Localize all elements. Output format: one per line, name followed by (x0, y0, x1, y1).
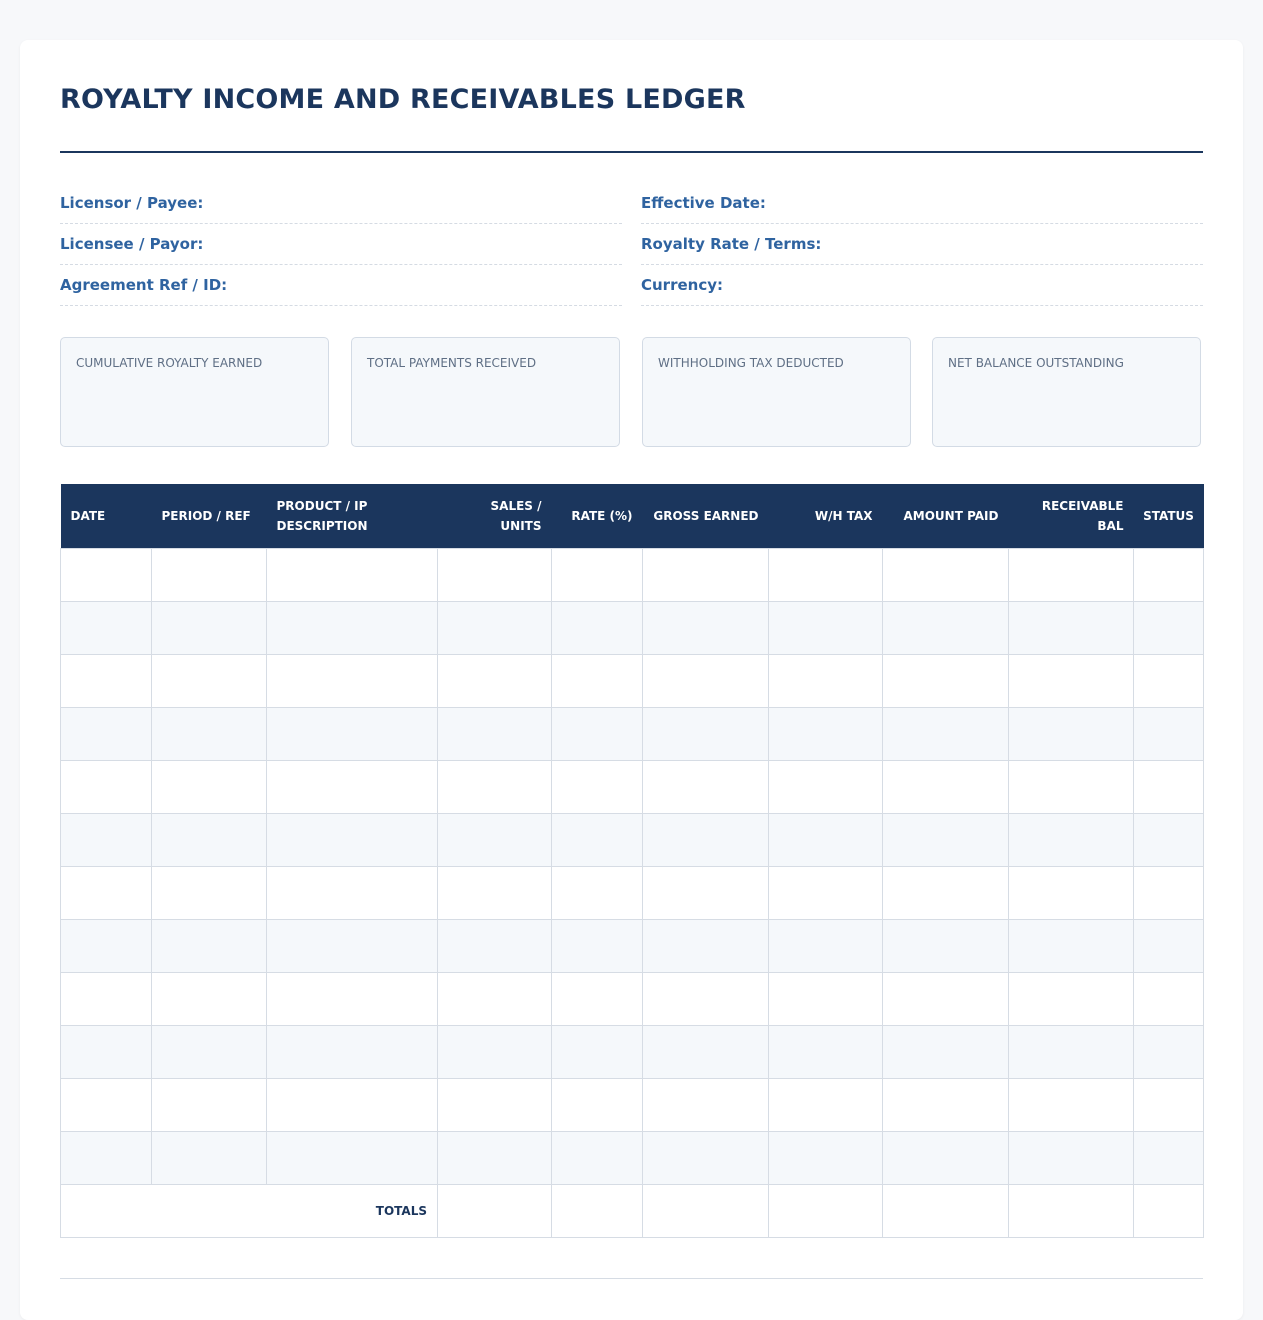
cell-date[interactable] (61, 972, 152, 1025)
cell-gross-earned[interactable] (643, 972, 769, 1025)
cell-wh-tax[interactable] (769, 972, 883, 1025)
table-row (61, 1025, 1204, 1078)
cell-status[interactable] (1134, 972, 1204, 1025)
licensor-label: Licensor / Payee: (60, 194, 204, 212)
cell-amount-paid[interactable] (883, 654, 1009, 707)
cell-product-description[interactable] (267, 1078, 438, 1131)
cell-status[interactable] (1134, 654, 1204, 707)
cell-amount-paid[interactable] (883, 1025, 1009, 1078)
cell-rate[interactable] (552, 760, 643, 813)
cell-receivable-bal[interactable] (1009, 813, 1134, 866)
total-sales-units[interactable] (438, 1184, 552, 1237)
cell-rate[interactable] (552, 972, 643, 1025)
agreement-ref-label: Agreement Ref / ID: (60, 276, 228, 294)
col-amount-paid: AMOUNT PAID (883, 484, 1009, 548)
cell-gross-earned[interactable] (643, 548, 769, 601)
cell-period-ref[interactable] (152, 707, 267, 760)
cell-wh-tax[interactable] (769, 1131, 883, 1184)
footer-divider (60, 1278, 1203, 1279)
cell-product-description[interactable] (267, 1025, 438, 1078)
col-gross-earned: GROSS EARNED (643, 484, 769, 548)
cell-receivable-bal[interactable] (1009, 654, 1134, 707)
cell-amount-paid[interactable] (883, 919, 1009, 972)
cell-wh-tax[interactable] (769, 1078, 883, 1131)
total-receivable-bal[interactable] (1009, 1184, 1134, 1237)
cell-amount-paid[interactable] (883, 866, 1009, 919)
cell-sales-units[interactable] (438, 1025, 552, 1078)
cell-rate[interactable] (552, 1131, 643, 1184)
cell-gross-earned[interactable] (643, 654, 769, 707)
totals-label: TOTALS (61, 1184, 438, 1237)
cell-rate[interactable] (552, 866, 643, 919)
table-row (61, 919, 1204, 972)
summary-cards (60, 337, 1203, 449)
cell-amount-paid[interactable] (883, 972, 1009, 1025)
cell-receivable-bal[interactable] (1009, 866, 1134, 919)
table-row (61, 548, 1204, 601)
total-status[interactable] (1134, 1184, 1204, 1237)
effective-date-label: Effective Date: (641, 194, 766, 212)
cell-amount-paid[interactable] (883, 760, 1009, 813)
cell-status[interactable] (1134, 760, 1204, 813)
cell-amount-paid[interactable] (883, 1131, 1009, 1184)
cell-sales-units[interactable] (438, 654, 552, 707)
cell-period-ref[interactable] (152, 760, 267, 813)
cell-date[interactable] (61, 813, 152, 866)
cumulative-royalty-label: CUMULATIVE ROYALTY EARNED (76, 356, 263, 370)
cell-rate[interactable] (552, 654, 643, 707)
ledger-footer (61, 1184, 1204, 1237)
col-product-description: PRODUCT / IP DESCRIPTION (267, 484, 438, 548)
cell-receivable-bal[interactable] (1009, 760, 1134, 813)
cell-product-description[interactable] (267, 866, 438, 919)
table-row (61, 654, 1204, 707)
title-divider (60, 151, 1203, 153)
cell-rate[interactable] (552, 548, 643, 601)
cell-status[interactable] (1134, 548, 1204, 601)
cell-sales-units[interactable] (438, 813, 552, 866)
table-row (61, 760, 1204, 813)
cell-sales-units[interactable] (438, 972, 552, 1025)
total-wh-tax[interactable] (769, 1184, 883, 1237)
cell-amount-paid[interactable] (883, 813, 1009, 866)
total-payments-card (351, 337, 620, 447)
cell-product-description[interactable] (267, 601, 438, 654)
royalty-rate-field[interactable] (641, 225, 1203, 265)
cell-date[interactable] (61, 760, 152, 813)
cell-sales-units[interactable] (438, 1131, 552, 1184)
cell-gross-earned[interactable] (643, 1131, 769, 1184)
cumulative-royalty-card (60, 337, 329, 447)
cell-product-description[interactable] (267, 1131, 438, 1184)
cell-date[interactable] (61, 1131, 152, 1184)
total-payments-label: TOTAL PAYMENTS RECEIVED (367, 356, 537, 370)
cell-rate[interactable] (552, 601, 643, 654)
agreement-details-left (60, 184, 622, 307)
cell-status[interactable] (1134, 1131, 1204, 1184)
cell-status[interactable] (1134, 919, 1204, 972)
ledger-header (61, 484, 1204, 548)
cell-wh-tax[interactable] (769, 1025, 883, 1078)
col-status: STATUS (1134, 484, 1204, 548)
ledger-page (20, 40, 1243, 1320)
cell-rate[interactable] (552, 707, 643, 760)
cell-period-ref[interactable] (152, 1025, 267, 1078)
cell-date[interactable] (61, 866, 152, 919)
cell-rate[interactable] (552, 919, 643, 972)
cell-wh-tax[interactable] (769, 866, 883, 919)
agreement-details-right (641, 184, 1203, 307)
cell-gross-earned[interactable] (643, 919, 769, 972)
table-row (61, 1131, 1204, 1184)
col-rate: RATE (%) (552, 484, 643, 548)
cell-status[interactable] (1134, 1078, 1204, 1131)
royalty-rate-label: Royalty Rate / Terms: (641, 235, 822, 253)
cell-wh-tax[interactable] (769, 707, 883, 760)
table-row (61, 866, 1204, 919)
effective-date-field[interactable] (641, 184, 1203, 224)
cell-receivable-bal[interactable] (1009, 1025, 1134, 1078)
cell-amount-paid[interactable] (883, 601, 1009, 654)
table-row (61, 601, 1204, 654)
cell-sales-units[interactable] (438, 601, 552, 654)
cell-gross-earned[interactable] (643, 866, 769, 919)
cell-sales-units[interactable] (438, 866, 552, 919)
page-title: ROYALTY INCOME AND RECEIVABLES LEDGER (60, 84, 746, 115)
table-row (61, 1078, 1204, 1131)
cell-wh-tax[interactable] (769, 601, 883, 654)
licensee-label: Licensee / Payor: (60, 235, 204, 253)
cell-date[interactable] (61, 548, 152, 601)
total-amount-paid[interactable] (883, 1184, 1009, 1237)
cell-gross-earned[interactable] (643, 813, 769, 866)
cell-product-description[interactable] (267, 813, 438, 866)
cell-gross-earned[interactable] (643, 601, 769, 654)
cell-wh-tax[interactable] (769, 919, 883, 972)
cell-product-description[interactable] (267, 707, 438, 760)
col-wh-tax: W/H TAX (769, 484, 883, 548)
cell-gross-earned[interactable] (643, 1025, 769, 1078)
withholding-tax-label: WITHHOLDING TAX DEDUCTED (658, 356, 844, 370)
cell-wh-tax[interactable] (769, 813, 883, 866)
cell-receivable-bal[interactable] (1009, 1131, 1134, 1184)
cell-sales-units[interactable] (438, 919, 552, 972)
cell-date[interactable] (61, 707, 152, 760)
col-period-ref: PERIOD / REF (152, 484, 267, 548)
cell-gross-earned[interactable] (643, 1078, 769, 1131)
col-sales-units: SALES / UNITS (438, 484, 552, 548)
cell-sales-units[interactable] (438, 760, 552, 813)
table-row (61, 813, 1204, 866)
cell-product-description[interactable] (267, 972, 438, 1025)
cell-date[interactable] (61, 654, 152, 707)
cell-product-description[interactable] (267, 760, 438, 813)
cell-amount-paid[interactable] (883, 548, 1009, 601)
cell-rate[interactable] (552, 1025, 643, 1078)
cell-period-ref[interactable] (152, 972, 267, 1025)
cell-status[interactable] (1134, 1025, 1204, 1078)
cell-product-description[interactable] (267, 548, 438, 601)
cell-sales-units[interactable] (438, 707, 552, 760)
cell-wh-tax[interactable] (769, 548, 883, 601)
cell-status[interactable] (1134, 813, 1204, 866)
cell-status[interactable] (1134, 866, 1204, 919)
cell-amount-paid[interactable] (883, 707, 1009, 760)
currency-field[interactable] (641, 266, 1203, 306)
cell-wh-tax[interactable] (769, 654, 883, 707)
totals-row (61, 1184, 1204, 1237)
cell-period-ref[interactable] (152, 548, 267, 601)
col-date: DATE (61, 484, 152, 548)
table-row (61, 707, 1204, 760)
cell-product-description[interactable] (267, 654, 438, 707)
table-row (61, 972, 1204, 1025)
cell-receivable-bal[interactable] (1009, 548, 1134, 601)
cell-rate[interactable] (552, 1078, 643, 1131)
currency-label: Currency: (641, 276, 724, 294)
cell-date[interactable] (61, 1025, 152, 1078)
total-rate[interactable] (552, 1184, 643, 1237)
net-balance-card (932, 337, 1201, 447)
cell-sales-units[interactable] (438, 1078, 552, 1131)
cell-date[interactable] (61, 919, 152, 972)
cell-date[interactable] (61, 601, 152, 654)
cell-date[interactable] (61, 1078, 152, 1131)
cell-amount-paid[interactable] (883, 1078, 1009, 1131)
cell-status[interactable] (1134, 707, 1204, 760)
cell-period-ref[interactable] (152, 813, 267, 866)
cell-period-ref[interactable] (152, 866, 267, 919)
cell-receivable-bal[interactable] (1009, 972, 1134, 1025)
cell-gross-earned[interactable] (643, 760, 769, 813)
cell-sales-units[interactable] (438, 548, 552, 601)
cell-period-ref[interactable] (152, 919, 267, 972)
agreement-ref-field[interactable] (60, 266, 622, 306)
cell-period-ref[interactable] (152, 601, 267, 654)
cell-wh-tax[interactable] (769, 760, 883, 813)
col-receivable-bal: RECEIVABLE BAL (1009, 484, 1134, 548)
cell-receivable-bal[interactable] (1009, 919, 1134, 972)
cell-period-ref[interactable] (152, 1078, 267, 1131)
withholding-tax-card (642, 337, 911, 447)
total-gross-earned[interactable] (643, 1184, 769, 1237)
cell-receivable-bal[interactable] (1009, 707, 1134, 760)
header-row (61, 484, 1204, 548)
net-balance-label: NET BALANCE OUTSTANDING (948, 356, 1124, 370)
ledger-table (60, 484, 1204, 1238)
cell-period-ref[interactable] (152, 654, 267, 707)
cell-receivable-bal[interactable] (1009, 1078, 1134, 1131)
cell-status[interactable] (1134, 601, 1204, 654)
cell-receivable-bal[interactable] (1009, 601, 1134, 654)
licensor-field[interactable] (60, 184, 622, 224)
cell-period-ref[interactable] (152, 1131, 267, 1184)
cell-gross-earned[interactable] (643, 707, 769, 760)
cell-rate[interactable] (552, 813, 643, 866)
cell-product-description[interactable] (267, 919, 438, 972)
ledger-body (61, 548, 1204, 1184)
licensee-field[interactable] (60, 225, 622, 265)
